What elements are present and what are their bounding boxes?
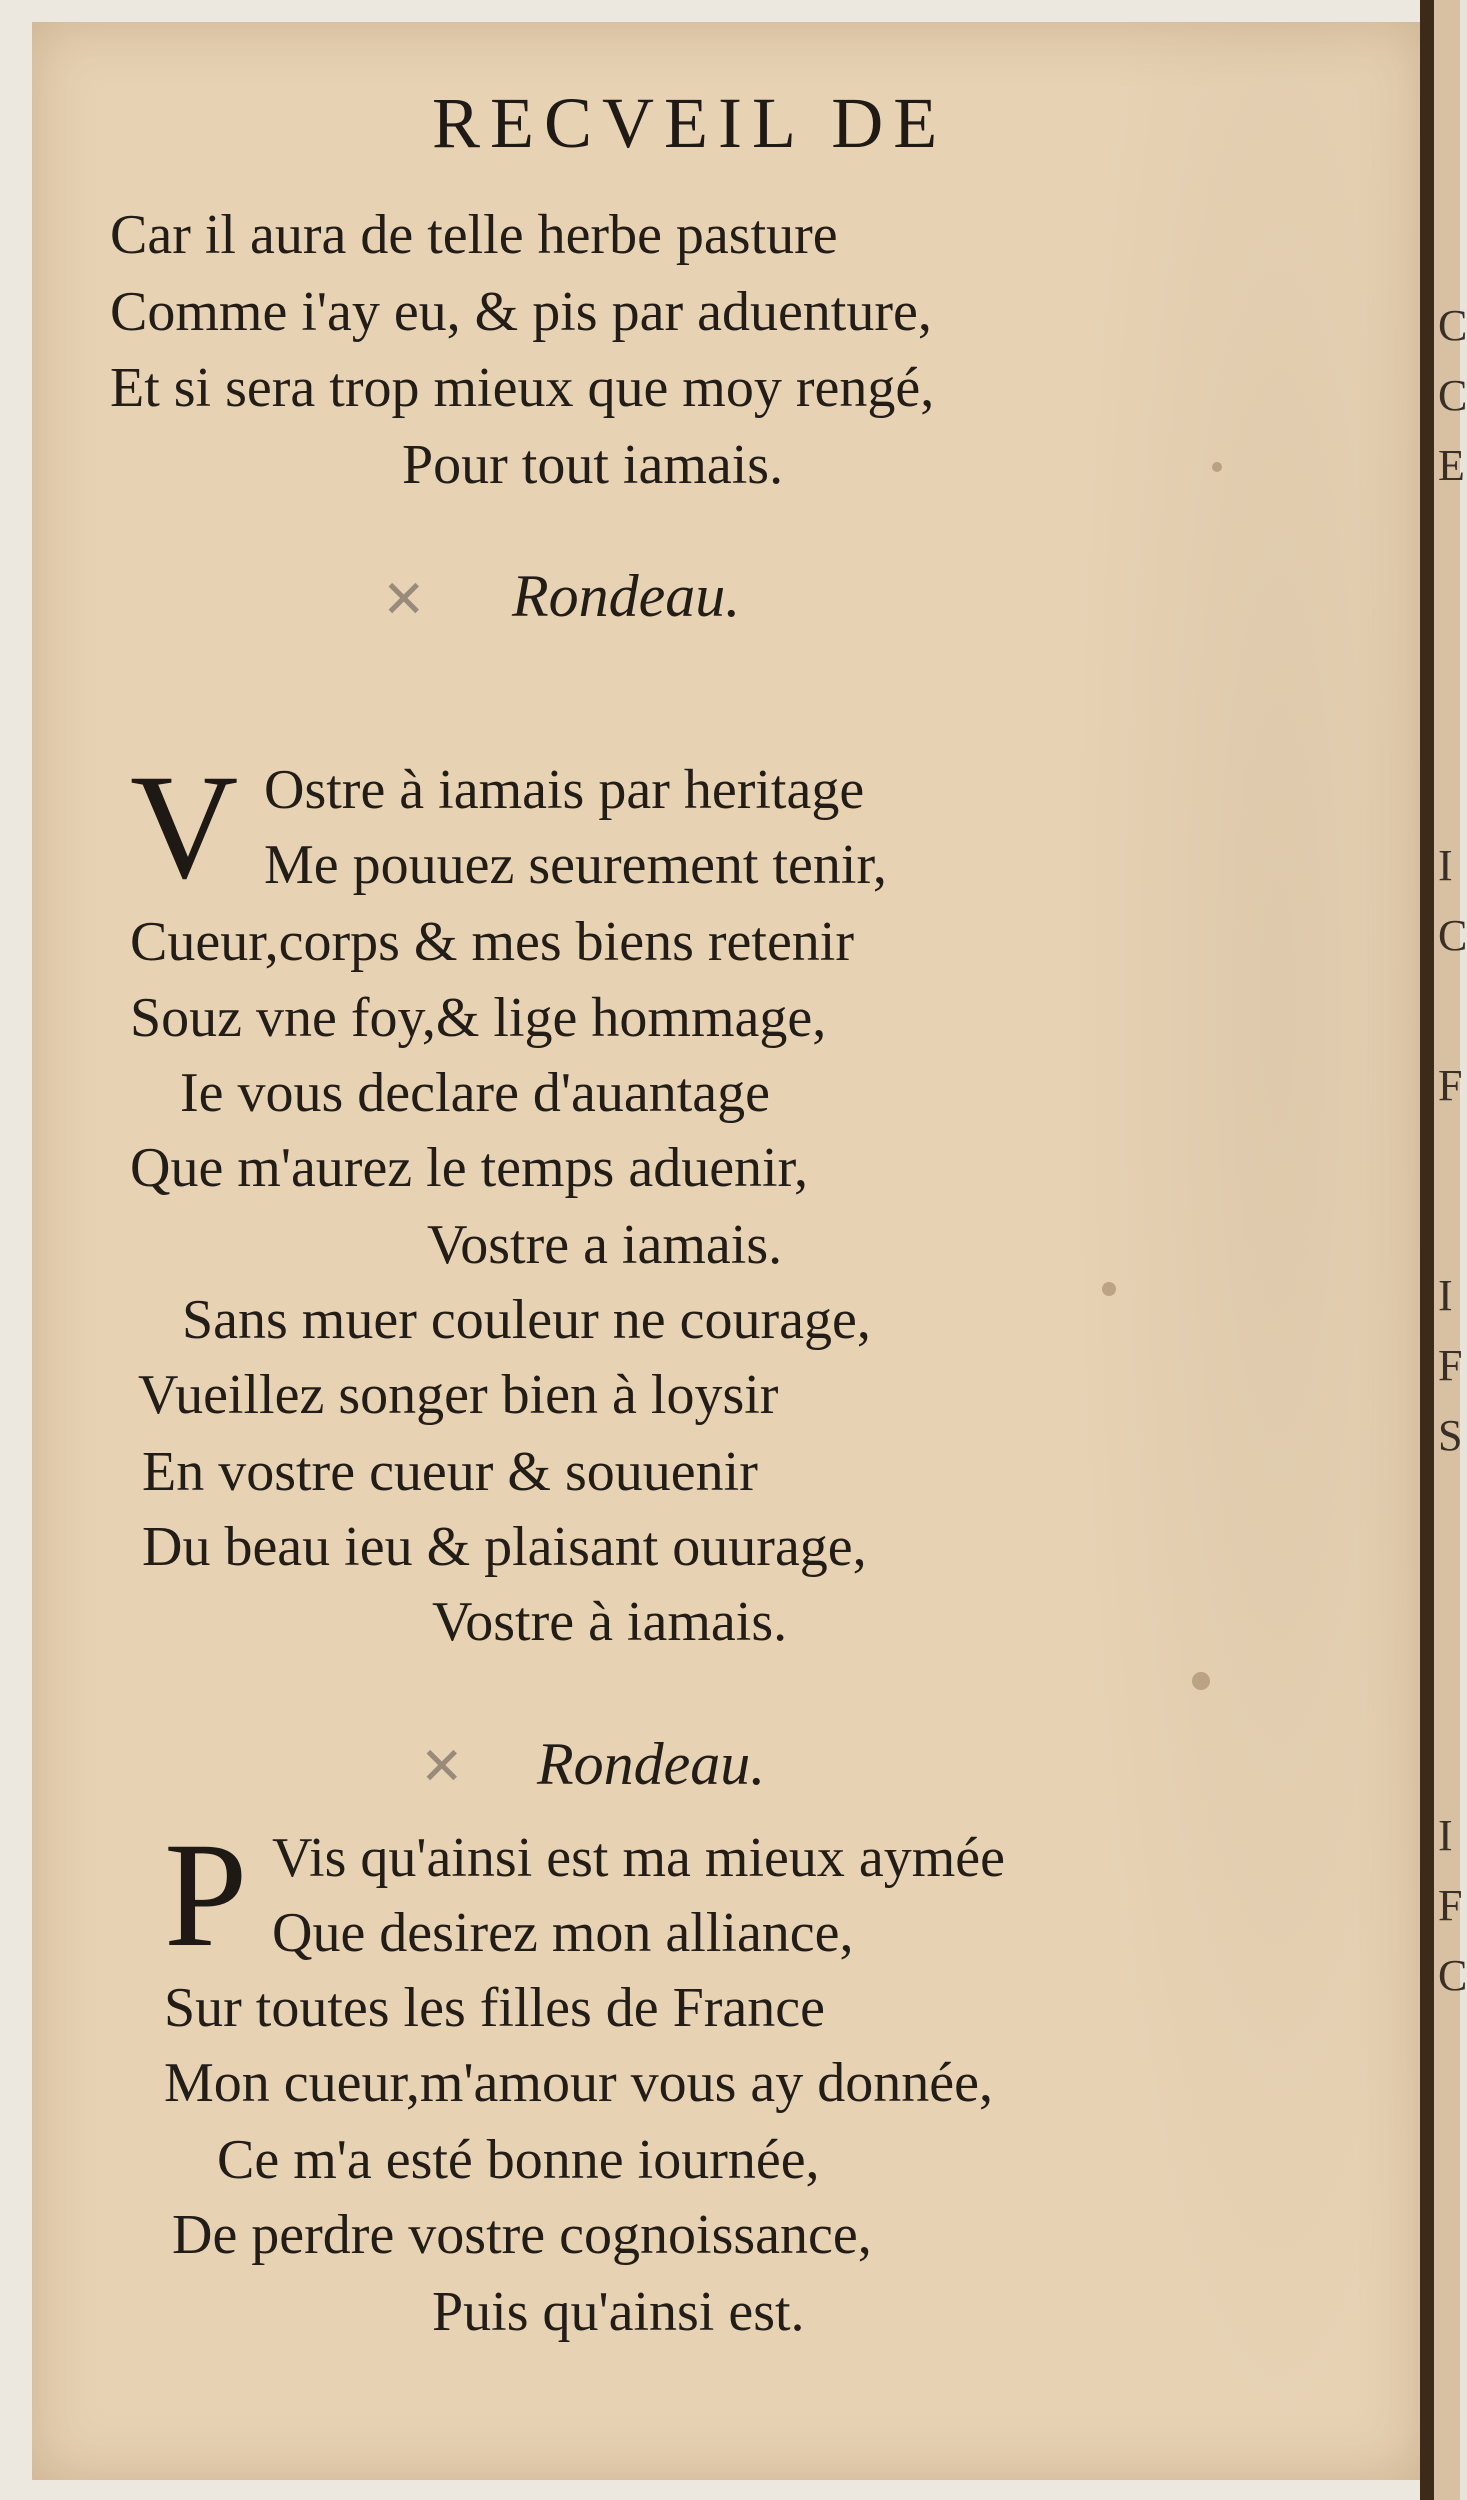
verse-line: Du beau ieu & plaisant ouurage, (142, 1516, 867, 1578)
verse-line: Sans muer couleur ne courage, (182, 1289, 871, 1351)
facing-page-letter: F (1438, 1341, 1463, 1390)
verse-line: Me pouuez seurement tenir, (264, 834, 887, 896)
foxing-spot (1212, 462, 1222, 472)
facing-page-letter: C (1438, 911, 1467, 960)
verse-line: Que m'aurez le temps aduenir, (130, 1137, 809, 1199)
foxing-spot (1192, 1672, 1210, 1690)
verse-line: En vostre cueur & souuenir (142, 1441, 758, 1503)
drop-cap: P (164, 1812, 248, 1978)
poem-title: Rondeau. (512, 563, 741, 629)
running-head: RECVEIL DE (432, 83, 948, 163)
verse-line: Vueillez songer bien à loysir (138, 1364, 779, 1426)
foxing-spot (1102, 1282, 1116, 1296)
verse-line: Ce m'a esté bonne iournée, (217, 2129, 820, 2191)
facing-page-letter: I (1438, 1811, 1453, 1860)
facing-page-letter: I (1438, 1271, 1453, 1320)
facing-page-letter: I (1438, 841, 1453, 890)
cross-mark-icon: ✕ (420, 1737, 464, 1797)
verse-line: Comme i'ay eu, & pis par aduenture, (110, 281, 932, 343)
verse-line: Cueur,corps & mes biens retenir (130, 911, 855, 973)
verse-line: Mon cueur,m'amour vous ay donnée, (164, 2052, 993, 2114)
poem-title: Rondeau. (537, 1731, 766, 1797)
facing-page-letter: F (1438, 1061, 1463, 1110)
facing-page-edge (1420, 0, 1467, 2500)
verse-line: Car il aura de telle herbe pasture (110, 204, 838, 266)
verse-line: De perdre vostre cognoissance, (172, 2204, 872, 2266)
facing-page-letter: E (1438, 441, 1465, 490)
verse-line: Que desirez mon alliance, (272, 1902, 854, 1964)
verse-line: Puis qu'ainsi est. (432, 2281, 805, 2343)
verse-line: Vostre a iamais. (427, 1214, 783, 1276)
verse-line: Vis qu'ainsi est ma mieux aymée (272, 1827, 1006, 1889)
verse-line: Ie vous declare d'auantage (180, 1062, 770, 1124)
verse-line: Sur toutes les filles de France (164, 1977, 825, 2039)
verse-line: Souz vne foy,& lige hommage, (130, 987, 827, 1049)
drop-cap: V (130, 744, 239, 910)
verse-line: Ostre à iamais par heritage (264, 759, 865, 821)
verse-line: Pour tout iamais. (402, 434, 784, 496)
facing-page-letter: C (1438, 1951, 1467, 2000)
cross-mark-icon: ✕ (382, 570, 426, 630)
facing-page-letter: C (1438, 301, 1467, 350)
bleed-through-text (1062, 22, 1422, 2480)
facing-page-letter: S (1438, 1411, 1463, 1460)
verse-line: Et si sera trop mieux que moy rengé, (110, 357, 935, 419)
facing-page-letter: F (1438, 1881, 1463, 1930)
facing-page-letter: C (1438, 371, 1467, 420)
book-page (32, 22, 1430, 2480)
verse-line: Vostre à iamais. (432, 1591, 788, 1653)
